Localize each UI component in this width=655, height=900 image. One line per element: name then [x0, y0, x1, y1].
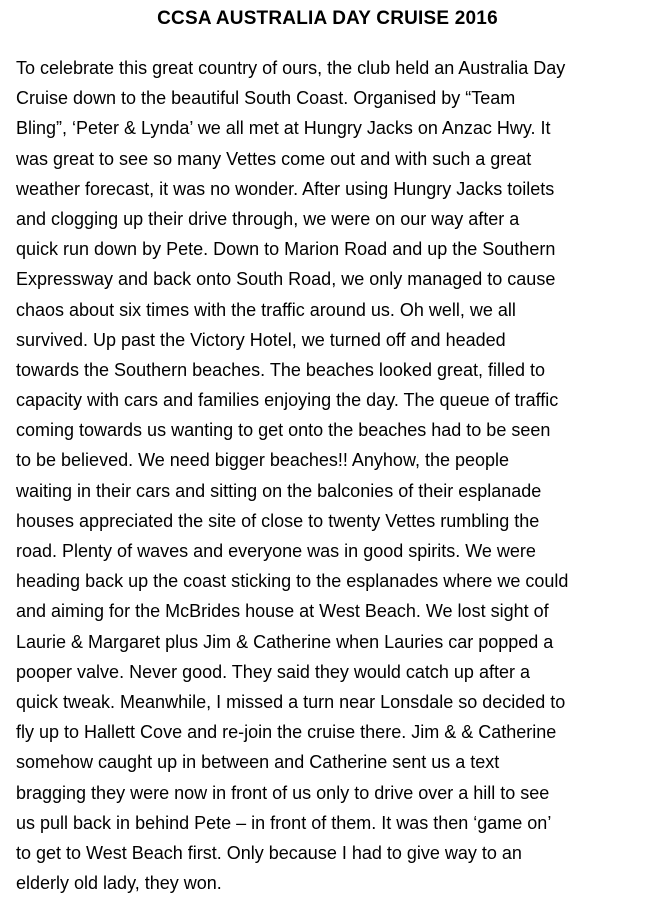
body-line: was great to see so many Vettes come out and with such a great [16, 148, 532, 169]
body-line: to get to West Beach first. Only because I had to give way to an [16, 842, 522, 863]
body-line: weather forecast, it was no wonder. After using Hungry Jacks toilets [16, 178, 555, 199]
body-line: us pull back in behind Pete – in front of them. It was then ‘game on’ [16, 812, 552, 833]
body-line: pooper valve. Never good. They said they would catch up after a [16, 661, 530, 682]
body-line: survived. Up past the Victory Hotel, we turned off and headed [16, 329, 506, 350]
body-line: bragging they were now in front of us only to drive over a hill to see [16, 782, 550, 803]
body-line: Cruise down to the beautiful South Coast. Organised by “Team [16, 88, 516, 109]
document-title: CCSA AUSTRALIA DAY CRUISE 2016 [157, 8, 498, 29]
body-line: to be believed. We need bigger beaches!! Anyhow, the people [16, 450, 510, 471]
body-line: heading back up the coast sticking to the esplanades where we could [16, 571, 569, 592]
body-line: elderly old lady, they won. [16, 873, 222, 894]
body-line: somehow caught up in between and Catherine sent us a text [16, 752, 500, 773]
body-line: and aiming for the McBrides house at West Beach. We lost sight of [16, 601, 549, 622]
body-line: quick tweak. Meanwhile, I missed a turn near Lonsdale so decided to [16, 691, 566, 712]
body-line: towards the Southern beaches. The beaches looked great, filled to [16, 359, 546, 380]
body-line: Expressway and back onto South Road, we only managed to cause [16, 269, 556, 290]
body-line: chaos about six times with the traffic around us. Oh well, we all [16, 299, 516, 320]
body-line: fly up to Hallett Cove and re-join the cruise there. Jim & & Catherine [16, 722, 557, 743]
body-line: To celebrate this great country of ours, the club held an Australia Day [16, 58, 566, 78]
article-body [16, 53, 646, 898]
body-line: coming towards us wanting to get onto the beaches had to be seen [16, 420, 551, 441]
body-line: waiting in their cars and sitting on the balconies of their esplanade [16, 480, 542, 501]
body-line: quick run down by Pete. Down to Marion Road and up the Southern [16, 239, 556, 260]
body-line: and clogging up their drive through, we were on our way after a [16, 208, 520, 229]
body-line: capacity with cars and families enjoying the day. The queue of traffic [16, 390, 559, 411]
body-line: Laurie & Margaret plus Jim & Catherine when Lauries car popped a [16, 631, 554, 652]
body-line: houses appreciated the site of close to twenty Vettes rumbling the [16, 510, 540, 531]
body-line: Bling”, ‘Peter & Lynda’ we all met at Hungry Jacks on Anzac Hwy. It [16, 118, 551, 139]
body-line: road. Plenty of waves and everyone was in good spirits. We were [16, 541, 536, 561]
